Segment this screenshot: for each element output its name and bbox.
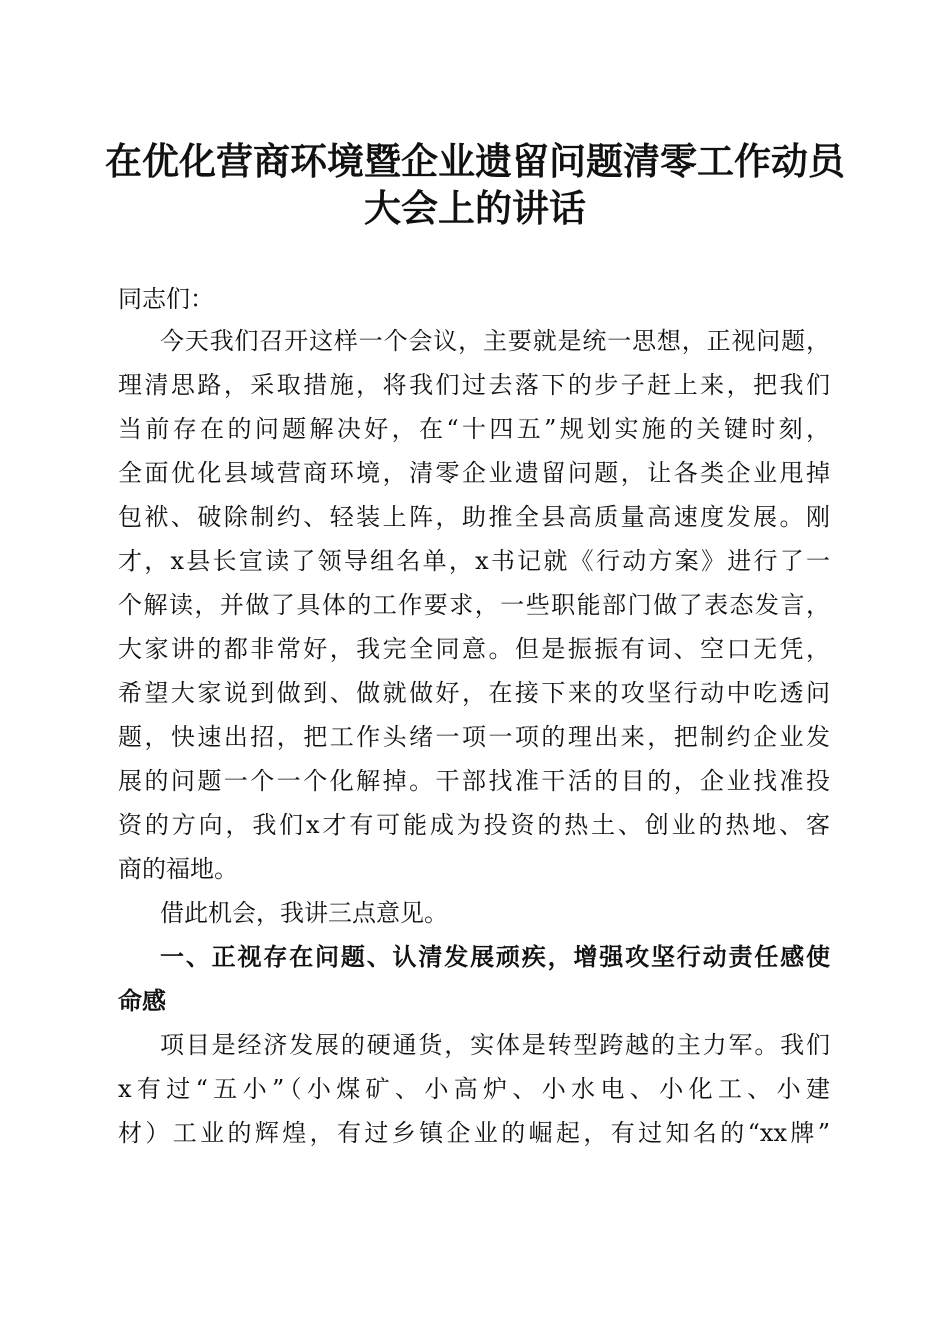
section-heading-1-line-2: 命感 — [118, 987, 166, 1015]
paragraph-3-line: 材）工业的辉煌，有过乡镇企业的崛起，有过知名的“xx牌” — [118, 1119, 830, 1147]
paragraph-1-line: 理清思路，采取措施，将我们过去落下的步子赶上来，把我们 — [118, 371, 830, 399]
paragraph-1-line: 才，x县长宣读了领导组名单，x书记就《行动方案》进行了一 — [118, 547, 830, 575]
section-heading-1-line-1: 一、正视存在问题、认清发展顽疾，增强攻坚行动责任感使 — [160, 943, 830, 971]
paragraph-3-line: x有过“五小”（小煤矿、小高炉、小水电、小化工、小建 — [118, 1075, 830, 1103]
salutation: 同志们： — [118, 285, 214, 313]
paragraph-1-line: 全面优化县域营商环境，清零企业遗留问题，让各类企业甩掉 — [118, 459, 830, 487]
paragraph-1-line: 今天我们召开这样一个会议，主要就是统一思想，正视问题， — [160, 327, 830, 355]
paragraph-1-line: 包袱、破除制约、轻装上阵，助推全县高质量高速度发展。刚 — [118, 503, 830, 531]
paragraph-1-line: 商的福地。 — [118, 855, 238, 883]
paragraph-1-line: 大家讲的都非常好，我完全同意。但是振振有词、空口无凭， — [118, 635, 830, 663]
paragraph-1-line: 当前存在的问题解决好，在“十四五”规划实施的关键时刻， — [118, 415, 830, 443]
paragraph-3-line: 项目是经济发展的硬通货，实体是转型跨越的主力军。我们 — [160, 1031, 830, 1059]
paragraph-1-line: 展的问题一个一个化解掉。干部找准干活的目的，企业找准投 — [118, 767, 830, 795]
paragraph-1-line: 资的方向，我们x才有可能成为投资的热土、创业的热地、客 — [118, 811, 830, 839]
document-title-line-1: 在优化营商环境暨企业遗留问题清零工作动员 — [105, 139, 845, 183]
paragraph-1-line: 题，快速出招，把工作头绪一项一项的理出来，把制约企业发 — [118, 723, 830, 751]
document-title-line-2: 大会上的讲话 — [364, 186, 586, 230]
paragraph-1-line: 个解读，并做了具体的工作要求，一些职能部门做了表态发言， — [118, 591, 830, 619]
paragraph-1-line: 希望大家说到做到、做就做好，在接下来的攻坚行动中吃透问 — [118, 679, 830, 707]
paragraph-2: 借此机会，我讲三点意见。 — [160, 899, 448, 927]
